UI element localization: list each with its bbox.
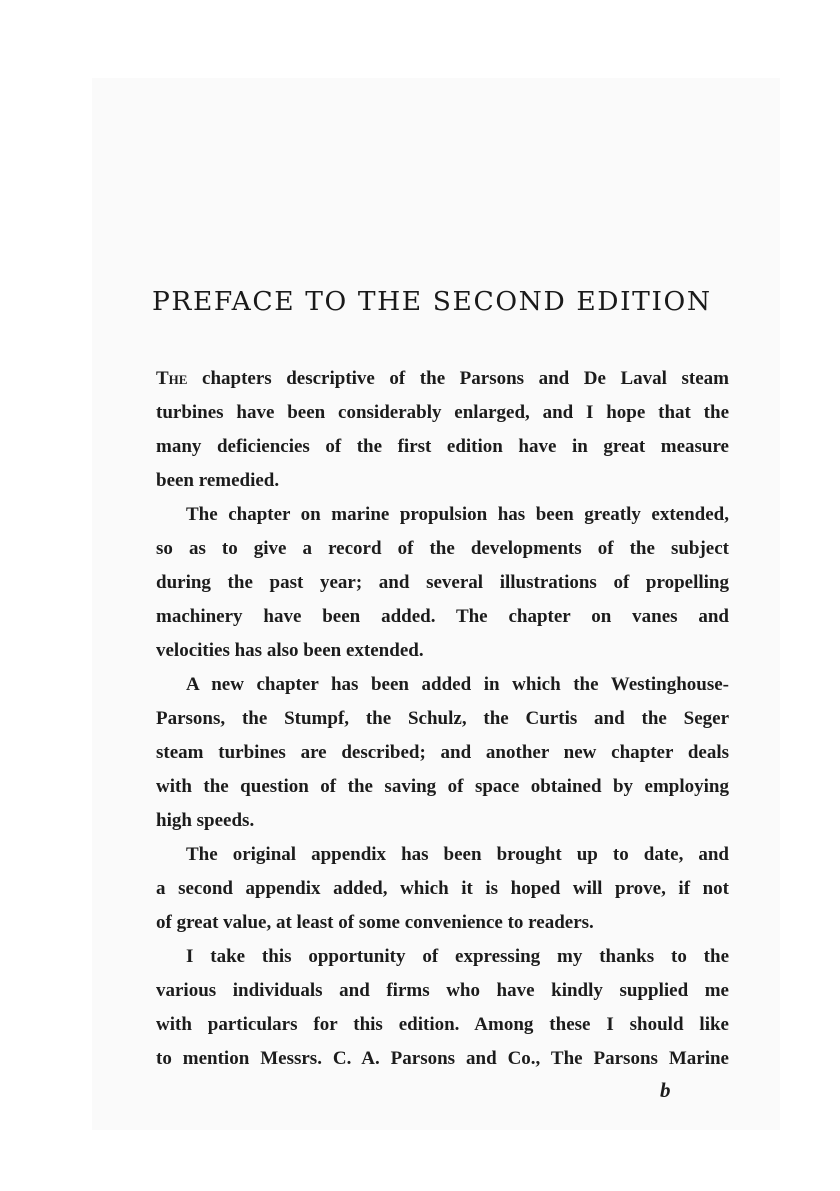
text-line: I take this opportunity of expressing my thanks to the — [186, 946, 729, 967]
paragraph-2 — [156, 498, 729, 668]
text-line: steam turbines are described; and another new chapter deals — [156, 742, 729, 763]
text-line: high speeds. — [156, 810, 255, 831]
text-line: The original appendix has been brought up to date, and — [186, 844, 729, 865]
text-line: various individuals and firms who have kindly supplied me — [156, 980, 729, 1001]
text-line: with the question of the saving of space obtained by employing — [156, 776, 729, 797]
drop-word: The — [156, 368, 188, 389]
text-line: a second appendix added, which it is hoped will prove, if not — [156, 878, 729, 899]
text-line: turbines have been considerably enlarged, and I hope that the — [156, 402, 729, 423]
text-line: during the past year; and several illustrations of propelling — [156, 572, 729, 593]
text-line: Parsons, the Stumpf, the Schulz, the Curtis and the Seger — [156, 708, 729, 729]
text-line: The chapters descriptive of the Parsons and De Laval steam — [156, 368, 729, 389]
signature-mark: b — [660, 1078, 671, 1102]
text-line: A new chapter has been added in which the Westinghouse- — [186, 674, 729, 695]
page-title: PREFACE TO THE SECOND EDITION — [152, 286, 712, 317]
paragraph-5 — [156, 940, 729, 1076]
text-line: velocities has also been extended. — [156, 640, 424, 661]
text-line: many deficiencies of the first edition have in great measure — [156, 436, 729, 457]
text-line: The chapter on marine propulsion has been greatly extended, — [186, 504, 729, 525]
text-line: of great value, at least of some convenience to readers. — [156, 912, 594, 933]
text-line: so as to give a record of the developments of the subject — [156, 538, 729, 559]
paragraph-4 — [156, 838, 729, 940]
text-line: with particulars for this edition. Among these I should like — [156, 1014, 729, 1035]
paragraph-1 — [156, 362, 729, 498]
text-line: machinery have been added. The chapter on vanes and — [156, 606, 729, 627]
text-line: been remedied. — [156, 470, 280, 491]
text-line: to mention Messrs. C. A. Parsons and Co., The Parsons Marine — [156, 1048, 729, 1069]
preface-body — [156, 362, 729, 1076]
paragraph-3 — [156, 668, 729, 838]
